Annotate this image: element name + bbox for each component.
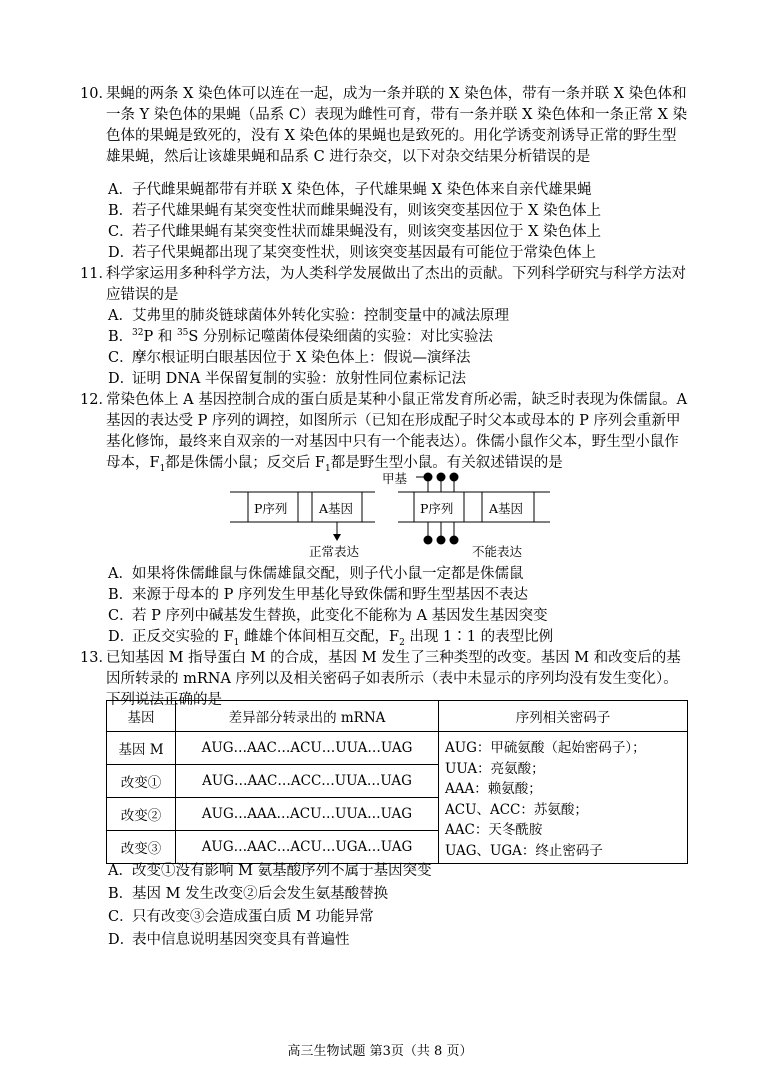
mrna-cell: AUG…AAA…ACU…UUA…UAG (176, 798, 439, 831)
option-a: A．改变①没有影响 M 氨基酸序列不属于基因突变 (108, 863, 432, 879)
question-stem: 已知基因 M 指导蛋白 M 的合成，基因 M 发生了三种类型的改变。基因 M 和改变后的基因所转录的 mRNA 序列以及相关密码子如表所示（表中未显示的序列均没有发生变化）。下列说法正确的是 (106, 650, 681, 708)
option-a: A．子代雌果蝇都带有并联 X 染色体，子代雄果蝇 X 染色体来自亲代雄果蝇 (108, 182, 592, 198)
gene-cell: 改变③ (107, 831, 176, 864)
no-expression-label: 不能表达 (472, 544, 523, 559)
option-b: B．来源于母本的 P 序列发生甲基化导致侏儒和野生型基因不表达 (108, 587, 528, 603)
option-d: D．表中信息说明基因突变具有普遍性 (108, 932, 350, 948)
question-10 (80, 84, 690, 168)
option-d: D．正反交实验的 $F_1$ 雌雄个体间相互交配，$F_2$ 出现 1∶1 的表型比例 (108, 629, 554, 648)
option-d: D．证明 DNA 半保留复制的实验：放射性同位素标记法 (108, 371, 467, 387)
methyl-label: 甲基 (382, 471, 408, 486)
question-11 (80, 264, 690, 306)
option-c: C．只有改变③会造成蛋白质 M 功能异常 (108, 909, 374, 925)
table-header: 基因 (107, 701, 176, 732)
codon-info-cell: AUG：甲硫氨酸（起始密码子）； UUA：亮氨酸； AAA：赖氨酸； ACU、ACC：苏氨酸； AAC：天冬酰胺 UAG、UGA：终止密码子 (439, 732, 688, 864)
option-c: C．若 P 序列中碱基发生替换，此变化不能称为 A 基因发生基因突变 (108, 608, 548, 624)
option-d: D．若子代果蝇都出现了某突变性状，则该突变基因最有可能位于常染色体上 (108, 245, 596, 261)
option-c: C．若子代雌果蝇有某突变性状而雄果蝇没有，则该突变基因位于 X 染色体上 (108, 224, 602, 240)
page-footer: 高三生物试题 第3页（共 8 页） (287, 1044, 473, 1059)
option-b: B．基因 M 发生改变②后会发生氨基酸替换 (108, 886, 389, 902)
option-c: C．摩尔根证明白眼基因位于 X 染色体上：假说—演绎法 (108, 350, 471, 366)
question-stem: 常染色体上 A 基因控制合成的蛋白质是某种小鼠正常发育所必需，缺乏时表现为侏儒鼠。A 基因的表达受 P 序列的调控，如图所示（已知在形成配子时父本或母本的 P 序列会重新甲基化修饰，最终来自双亲的一对基因中只有一个能表达）。侏儒小鼠作父本，野生型小鼠作母本，$F_1$都是侏儒小鼠；反交后 $F_1$都是野生型小鼠。有关叙述错误的是 (106, 392, 688, 474)
table-header-row (107, 701, 688, 732)
question-number: 13． (80, 650, 113, 666)
table-header: 差异部分转录出的 mRNA (176, 701, 439, 732)
p-sequence-label-right: P序列 (420, 501, 454, 516)
mrna-codon-table (106, 700, 688, 864)
p-sequence-diagram (230, 470, 550, 570)
a-gene-label-left: A基因 (319, 501, 354, 516)
option-a: A．艾弗里的肺炎链球菌体外转化实验：控制变量中的减法原理 (108, 308, 509, 324)
option-a: A．如果将侏儒雌鼠与侏儒雄鼠交配，则子代小鼠一定都是侏儒鼠 (108, 566, 524, 582)
question-number: 11． (80, 266, 113, 282)
option-b: B．$^{32}$P 和 $^{35}$S 分别标记噬菌体侵染细菌的实验：对比实验法 (108, 328, 493, 345)
gene-cell: 改变① (107, 765, 176, 798)
mrna-cell: AUG…AAC…ACU…UGA…UAG (176, 831, 439, 864)
gene-cell: 改变② (107, 798, 176, 831)
table-row (107, 732, 688, 765)
question-stem: 科学家运用多种科学方法，为人类科学发展做出了杰出的贡献。下列科学研究与科学方法对应错误的是 (106, 266, 686, 303)
option-b: B．若子代雄果蝇有某突变性状而雌果蝇没有，则该突变基因位于 X 染色体上 (108, 203, 602, 219)
mrna-cell: AUG…AAC…ACC…UUA…UAG (176, 765, 439, 798)
question-12 (80, 390, 690, 474)
question-stem: 果蝇的两条 X 染色体可以连在一起，成为一条并联的 X 染色体，带有一条并联 X 染色体和一条 Y 染色体的果蝇（品系 C）表现为雌性可育，带有一条并联 X 染色体和一条正常 X 染色体的果蝇是致死的，没有 X 染色体的果蝇也是致死的。用化学诱变剂诱导正常的野生型雄果蝇，然后让该雄果蝇和品系 C 进行杂交，以下对杂交结果分析错误的是 (106, 86, 688, 165)
gene-cell: 基因 M (107, 732, 176, 765)
a-gene-label-right: A基因 (489, 501, 524, 516)
table-header: 序列相关密码子 (439, 701, 688, 732)
question-number: 12． (80, 392, 113, 408)
normal-expression-label: 正常表达 (309, 544, 360, 559)
question-number: 10． (80, 86, 113, 102)
mrna-cell: AUG…AAC…ACU…UUA…UAG (176, 732, 439, 765)
p-sequence-label-left: P序列 (254, 501, 288, 516)
